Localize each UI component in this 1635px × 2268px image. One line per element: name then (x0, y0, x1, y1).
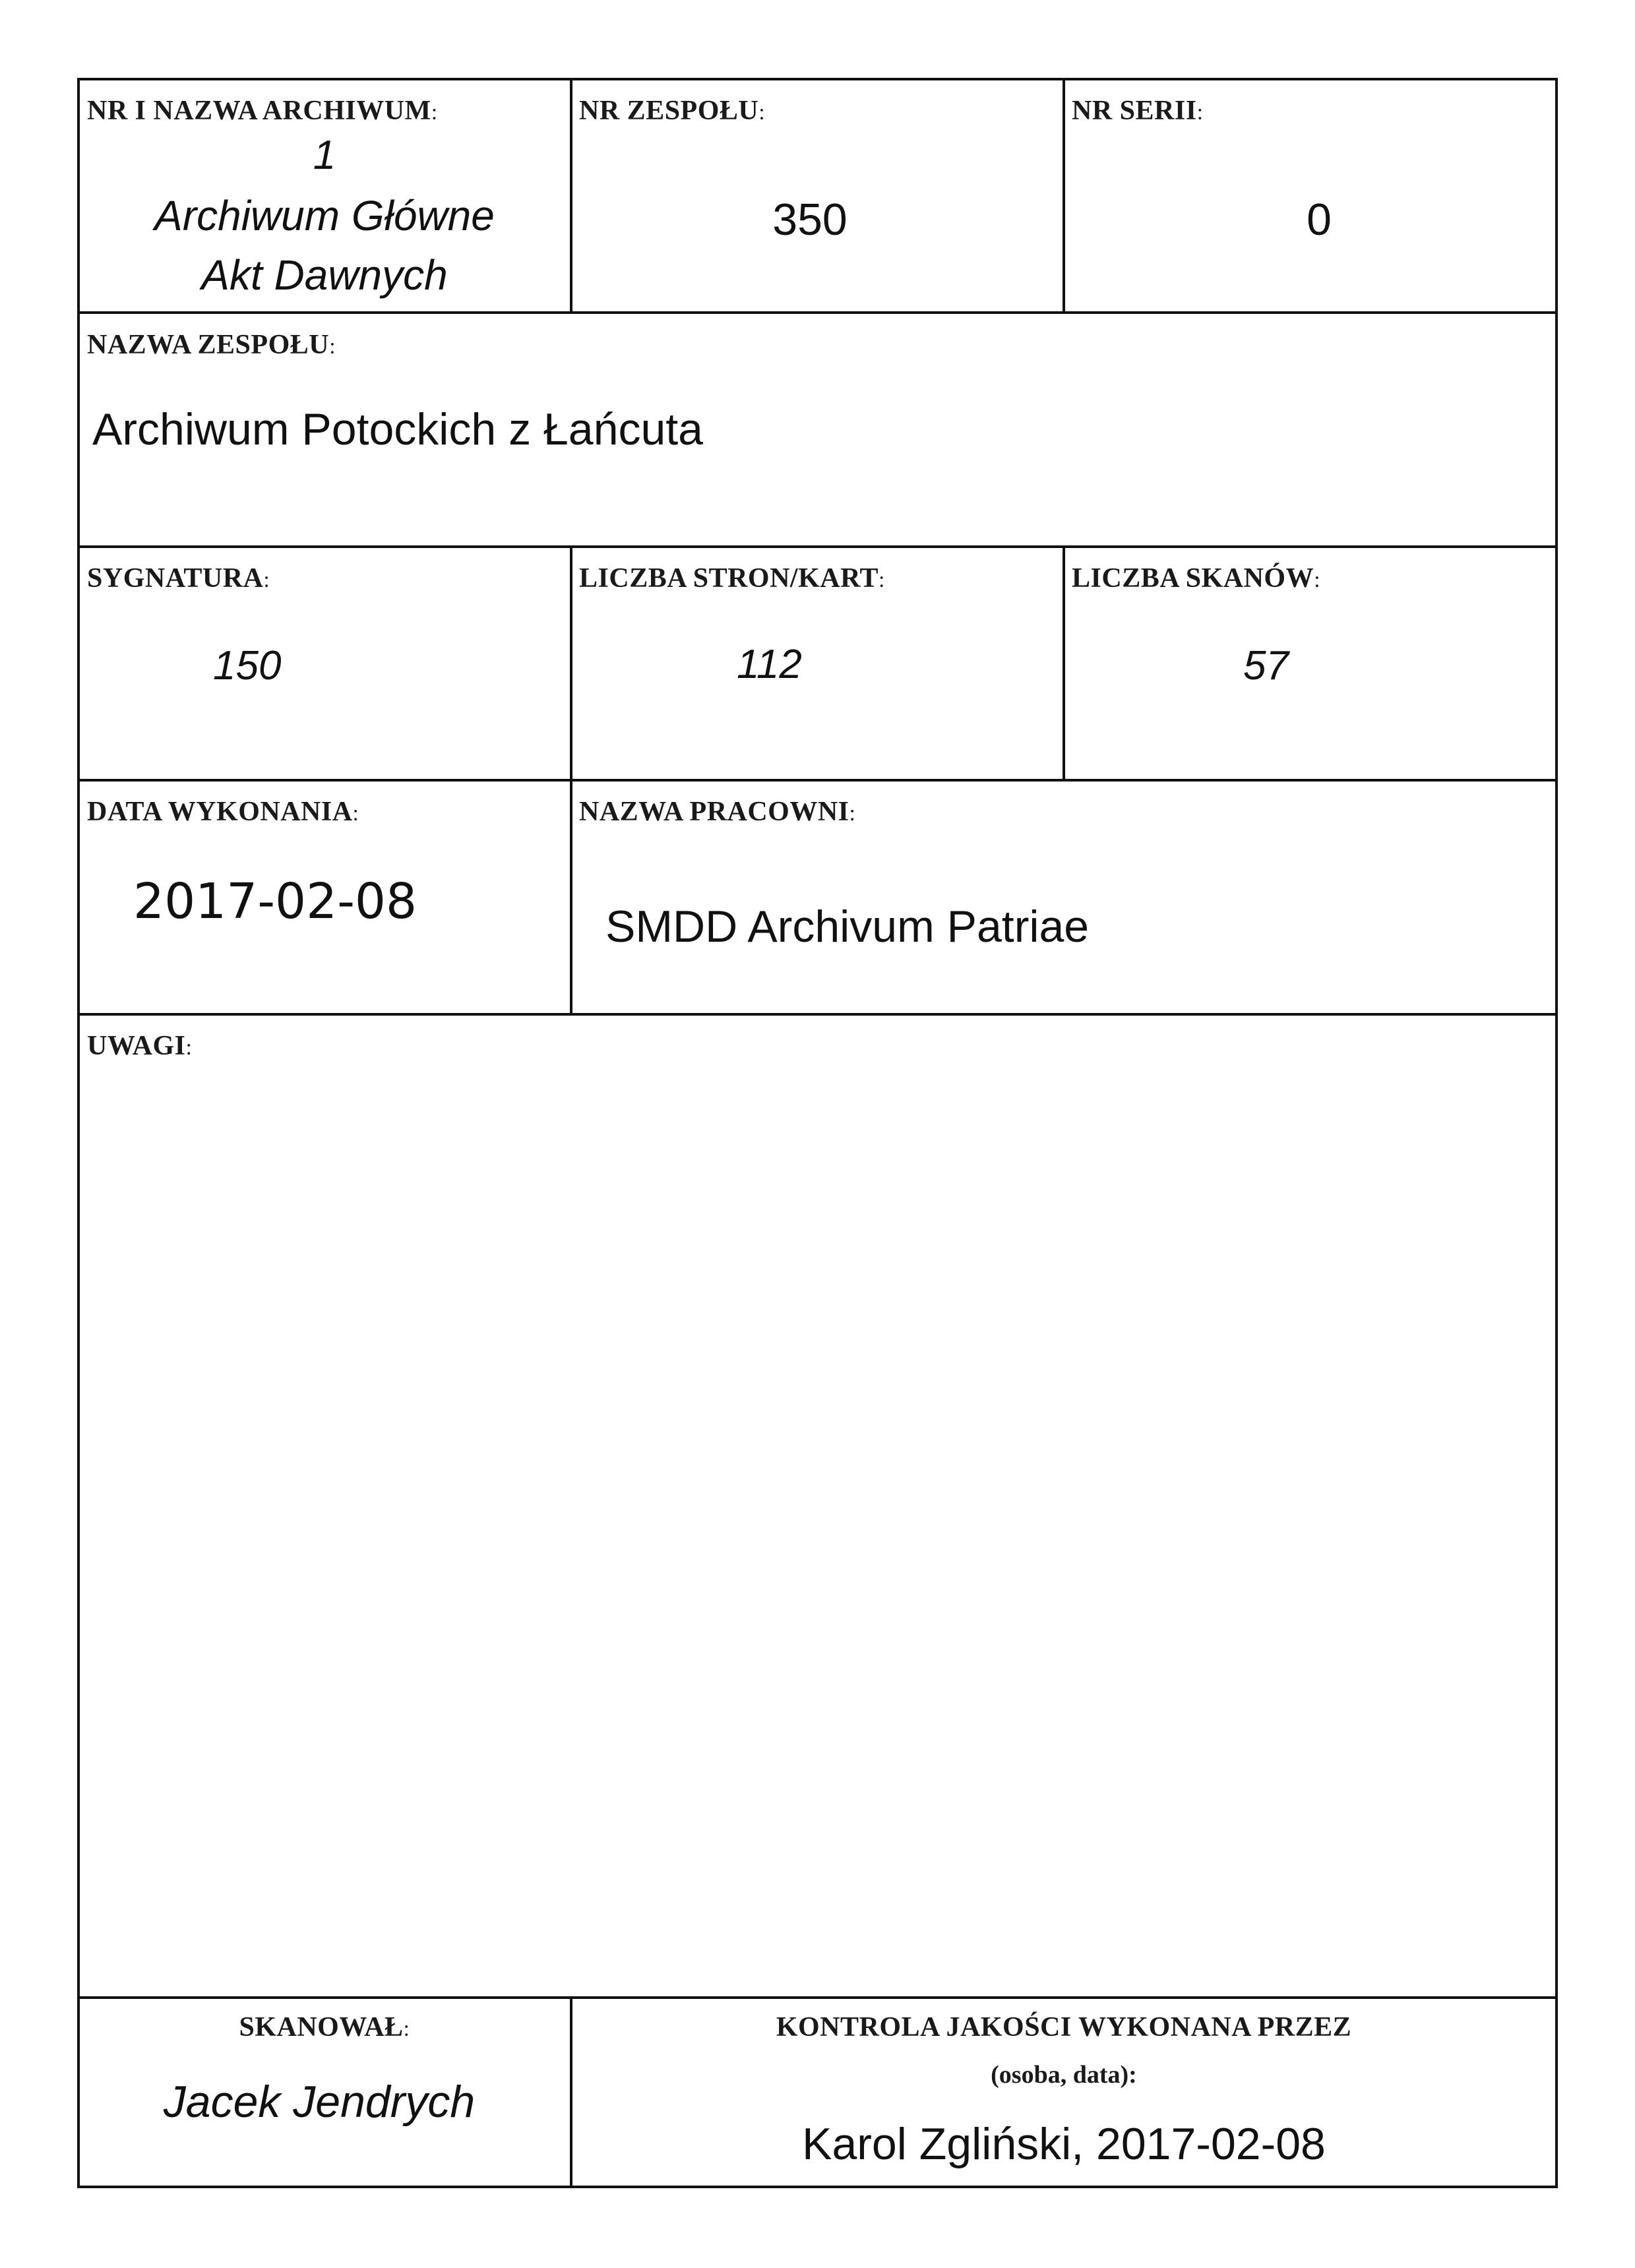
archive-name-line2: Akt Dawnych (201, 251, 448, 299)
fonds-name-value: Archiwum Potockich z Łańcuta (92, 404, 703, 454)
col-divider-row3-b (1063, 545, 1065, 780)
execution-date-label: DATA WYKONANIA: (87, 797, 359, 827)
signature-value: 150 (213, 643, 282, 689)
col-divider-row4 (570, 779, 572, 1014)
execution-date-value: 2017-02-08 (133, 873, 417, 930)
scanned-by-label: SKANOWAŁ: (239, 2012, 410, 2042)
scans-count-label: LICZBA SKANÓW: (1072, 563, 1321, 594)
series-number-label: NR SERII: (1072, 96, 1204, 126)
pages-count-value: 112 (737, 642, 802, 687)
frame-bottom (77, 2186, 1558, 2188)
archive-label: NR I NAZWA ARCHIWUM: (87, 96, 438, 126)
frame-left (77, 78, 80, 2188)
archive-number: 1 (313, 133, 336, 178)
row-divider-1 (77, 311, 1558, 314)
series-number-value: 0 (1307, 195, 1332, 245)
frame-right (1555, 78, 1558, 2188)
frame-top (77, 78, 1558, 80)
row-divider-4 (77, 1013, 1558, 1016)
row-divider-3 (77, 779, 1558, 782)
studio-name-value: SMDD Archivum Patriae (605, 902, 1090, 952)
archive-name-line1: Archiwum Główne (154, 192, 495, 239)
row-divider-2 (77, 545, 1558, 548)
fonds-number-value: 350 (772, 195, 848, 245)
notes-label: UWAGI: (87, 1031, 193, 1061)
quality-control-value: Karol Zgliński, 2017-02-08 (802, 2119, 1326, 2169)
scans-count-value: 57 (1243, 643, 1289, 689)
pages-count-label: LICZBA STRON/KART: (579, 563, 885, 594)
col-divider-row3-a (570, 545, 572, 780)
quality-control-sublabel: (osoba, data): (991, 2061, 1137, 2089)
row-divider-5 (77, 1996, 1558, 1999)
scanned-by-value: Jacek Jendrych (163, 2077, 476, 2127)
studio-name-label: NAZWA PRACOWNI: (579, 797, 856, 827)
signature-label: SYGNATURA: (87, 563, 270, 594)
fonds-name-label: NAZWA ZESPOŁU: (87, 330, 336, 360)
quality-control-label: KONTROLA JAKOŚCI WYKONANA PRZEZ (776, 2012, 1352, 2042)
fonds-number-label: NR ZESPOŁU: (579, 96, 766, 126)
